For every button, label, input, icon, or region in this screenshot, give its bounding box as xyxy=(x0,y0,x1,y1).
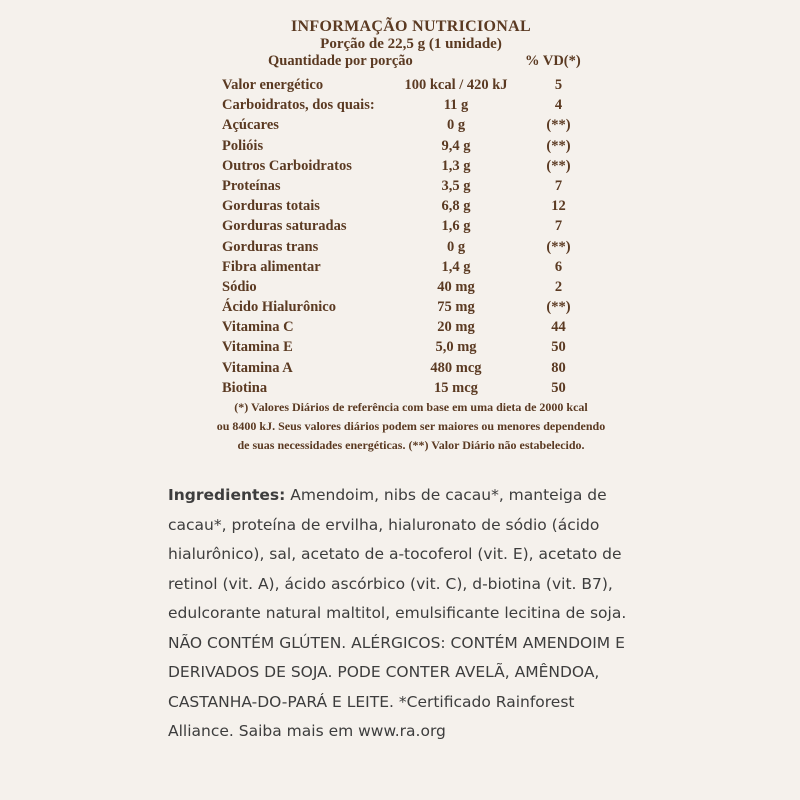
nutrient-row xyxy=(196,216,626,236)
ingredients-line: hialurônico), sal, acetato de a-tocoferol (vit. E), acetato de xyxy=(168,545,622,563)
nutrient-name: Vitamina E xyxy=(222,339,293,356)
nutrition-facts-table xyxy=(196,18,626,452)
nutrient-vd: 7 xyxy=(554,218,563,235)
nutrient-amount: 75 mg xyxy=(437,299,475,316)
nutrient-amount: 6,8 g xyxy=(441,198,471,215)
header-daily-value: % VD(*) xyxy=(525,53,581,69)
nutrient-rows xyxy=(196,75,626,398)
nutrient-amount: 15 mcg xyxy=(434,379,478,396)
nutrient-vd: 12 xyxy=(551,198,566,215)
nutrient-amount: 100 kcal / 420 kJ xyxy=(404,77,508,93)
nutrient-vd: 6 xyxy=(554,258,563,275)
nutrient-row xyxy=(196,156,626,176)
nutrient-vd: (**) xyxy=(546,137,571,154)
nutrition-title: INFORMAÇÃO NUTRICIONAL xyxy=(291,18,531,35)
nutrient-name: Carboidratos, dos quais: xyxy=(222,97,375,114)
nutrient-name: Gorduras trans xyxy=(222,238,319,255)
nutrient-row xyxy=(196,75,626,95)
nutrient-amount: 5,0 mg xyxy=(435,339,477,356)
nutrient-row xyxy=(196,196,626,216)
table-header xyxy=(196,52,626,72)
ingredients-line xyxy=(168,481,648,511)
nutrient-amount: 9,4 g xyxy=(441,137,471,154)
footnote-line: ou 8400 kJ. Seus valores diários podem ser maiores ou menores dependendo xyxy=(216,419,606,433)
ingredients-label: Ingredientes: xyxy=(168,486,286,504)
certification-line: Alliance. Saiba mais em www.ra.org xyxy=(168,722,446,740)
nutrient-vd: 2 xyxy=(554,278,563,295)
nutrient-name: Outros Carboidratos xyxy=(222,157,352,174)
nutrient-vd: 50 xyxy=(551,379,566,396)
ingredients-line: edulcorante natural maltitol, emulsificante lecitina de soja. xyxy=(168,604,627,622)
ingredients-section xyxy=(168,481,648,747)
nutrient-amount: 0 g xyxy=(446,117,466,134)
nutrient-amount: 1,4 g xyxy=(441,258,471,275)
nutrient-amount: 40 mg xyxy=(437,278,475,295)
nutrient-row xyxy=(196,136,626,156)
nutrient-name: Valor energético xyxy=(222,77,324,93)
nutrient-vd: (**) xyxy=(546,238,571,255)
nutrient-amount: 3,5 g xyxy=(441,177,471,194)
nutrient-vd: 44 xyxy=(551,319,566,336)
nutrient-name: Vitamina C xyxy=(222,319,294,336)
nutrient-amount: 11 g xyxy=(443,97,469,114)
nutrient-name: Sódio xyxy=(222,278,257,295)
nutrient-row xyxy=(196,176,626,196)
nutrient-vd: 50 xyxy=(551,339,566,356)
nutrient-row xyxy=(196,95,626,115)
nutrient-vd: 7 xyxy=(554,177,563,194)
ingredients-text: Amendoim, nibs de cacau*, manteiga de xyxy=(285,486,607,504)
nutrient-vd: (**) xyxy=(546,299,571,316)
nutrient-row xyxy=(196,257,626,277)
nutrient-name: Gorduras saturadas xyxy=(222,218,347,235)
nutrition-footnote xyxy=(196,398,626,455)
allergen-line: DERIVADOS DE SOJA. PODE CONTER AVELÃ, AMÊNDOA, xyxy=(168,663,600,681)
nutrient-amount: 20 mg xyxy=(437,319,475,336)
nutrient-name: Proteínas xyxy=(222,177,281,194)
nutrient-row xyxy=(196,115,626,135)
nutrient-row xyxy=(196,358,626,378)
nutrient-row xyxy=(196,277,626,297)
allergen-line: CASTANHA-DO-PARÁ E LEITE. *Certificado Rainforest xyxy=(168,692,575,711)
nutrient-amount: 0 g xyxy=(446,238,466,255)
nutrient-vd: 4 xyxy=(554,97,563,114)
nutrient-amount: 480 mcg xyxy=(430,359,482,376)
allergen-line: NÃO CONTÉM GLÚTEN. ALÉRGICOS: CONTÉM AMENDOIM E xyxy=(168,633,625,652)
nutrient-vd: 5 xyxy=(554,77,563,93)
nutrient-name: Ácido Hialurônico xyxy=(222,299,336,316)
nutrient-name: Açúcares xyxy=(222,117,279,134)
nutrient-amount: 1,6 g xyxy=(441,218,471,235)
nutrient-vd: (**) xyxy=(546,157,571,174)
nutrient-name: Fibra alimentar xyxy=(222,258,321,275)
nutrient-row xyxy=(196,337,626,357)
nutrient-row xyxy=(196,297,626,317)
nutrient-name: Biotina xyxy=(222,379,268,396)
nutrient-row xyxy=(196,237,626,257)
header-quantity: Quantidade por porção xyxy=(268,53,413,69)
nutrient-name: Polióis xyxy=(222,137,264,154)
nutrient-amount: 1,3 g xyxy=(441,157,471,174)
nutrient-name: Vitamina A xyxy=(222,359,293,376)
ingredients-line: retinol (vit. A), ácido ascórbico (vit. C), d-biotina (vit. B7), xyxy=(168,574,613,593)
ingredients-line: cacau*, proteína de ervilha, hialuronato de sódio (ácido xyxy=(168,515,600,534)
serving-size: Porção de 22,5 g (1 unidade) xyxy=(320,36,502,52)
nutrient-name: Gorduras totais xyxy=(222,198,320,215)
footnote-line: de suas necessidades energéticas. (**) Valor Diário não estabelecido. xyxy=(237,438,585,452)
footnote-line: (*) Valores Diários de referência com base em uma dieta de 2000 kcal xyxy=(234,400,588,414)
nutrient-row xyxy=(196,317,626,337)
nutrient-row xyxy=(196,378,626,398)
nutrient-vd: (**) xyxy=(546,117,571,134)
nutrient-vd: 80 xyxy=(551,359,566,376)
